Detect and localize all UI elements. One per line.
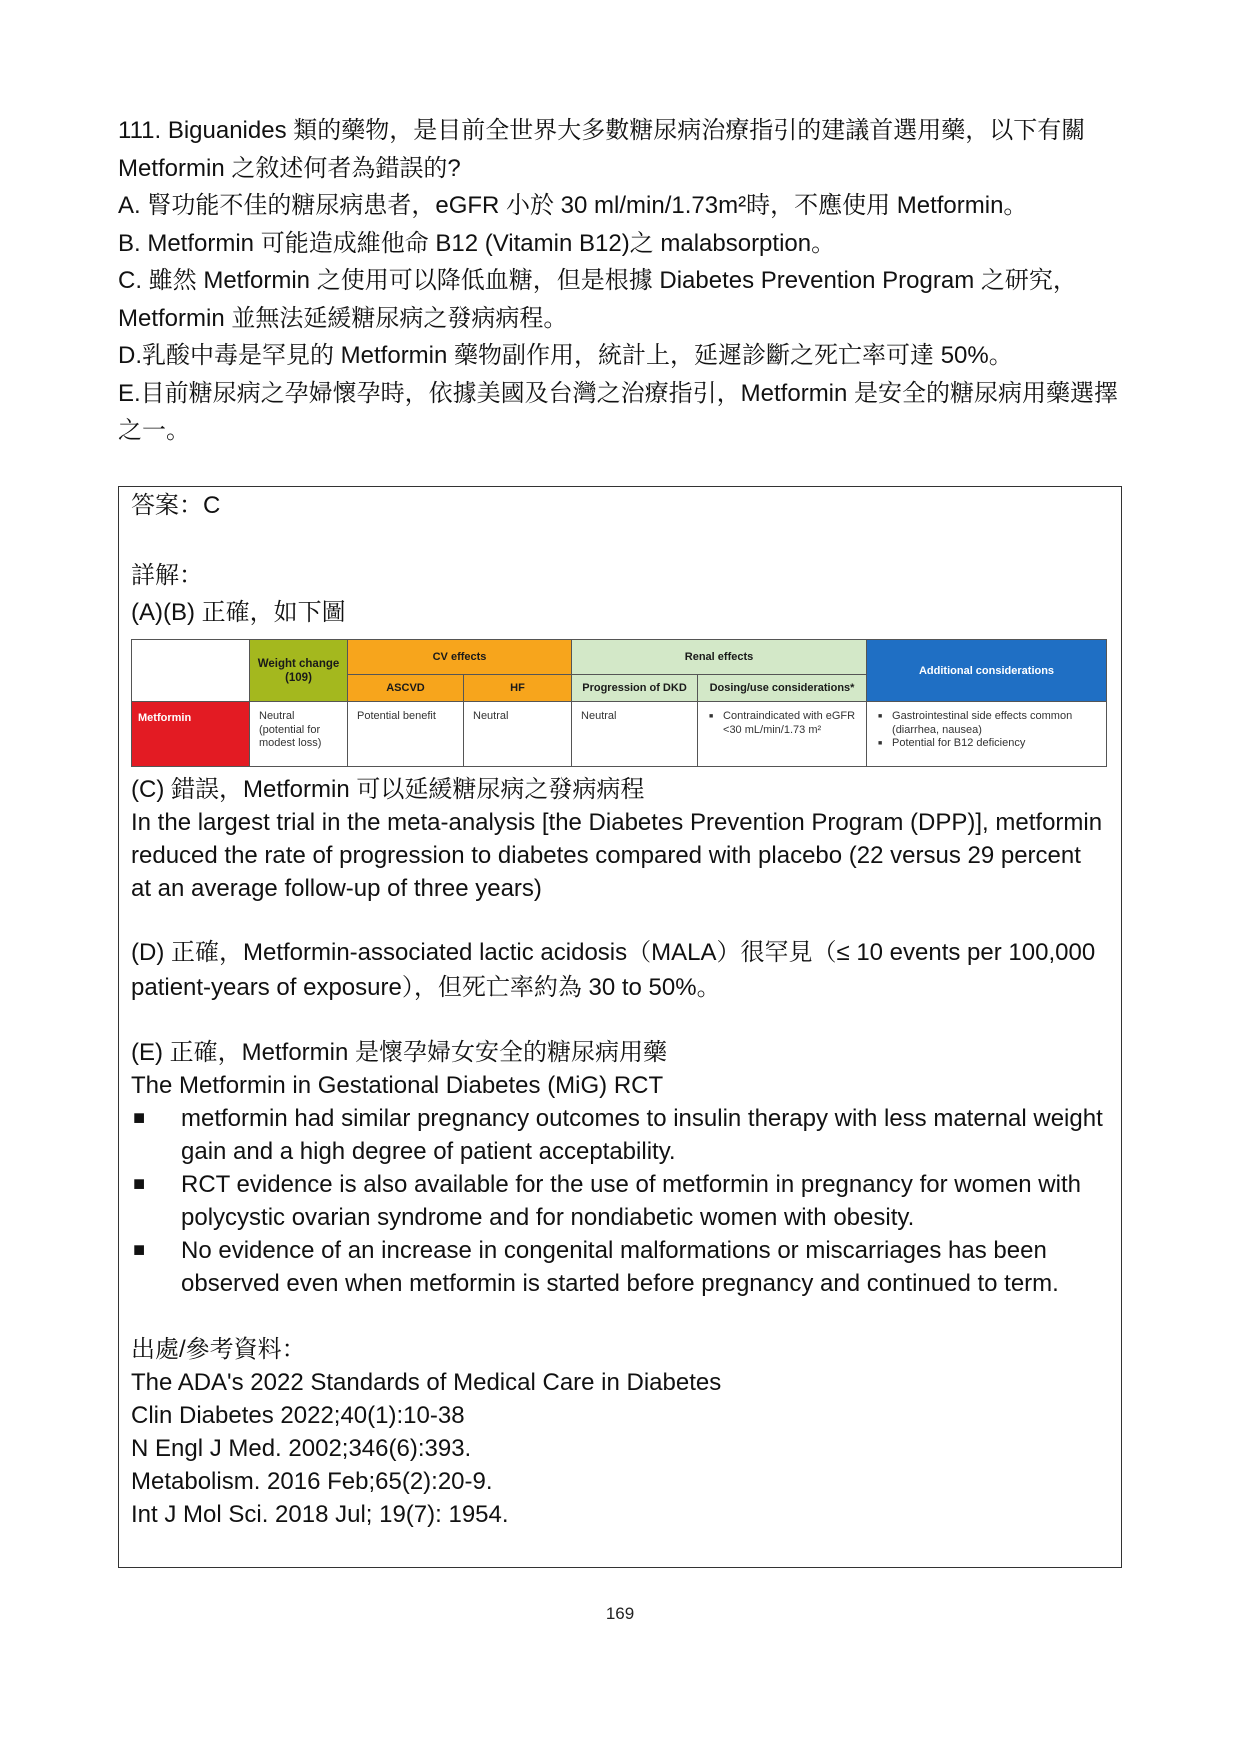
weight-cell: Neutral (potential for modest loss) — [250, 702, 348, 767]
additional-cell — [867, 702, 1107, 767]
answer-line: 答案：C — [131, 492, 221, 519]
option-b: B. Metformin 可能造成維他命 B12 (Vitamin B12)之 malabsorption。 — [118, 229, 836, 257]
dosing-header: Dosing/use considerations* — [698, 675, 867, 702]
option-c: C. 雖然 Metformin 之使用可以降低血糖，但是根據 Diabetes Prevention Program 之研究，Metformin 並無法延緩糖尿病之發病病程。 — [118, 267, 1077, 332]
page-number: 169 — [605, 1604, 635, 1623]
additional-item-2: ■ Potential for B12 deficiency — [892, 737, 1098, 751]
e-bullet-3: ■ No evidence of an increase in congenital malformations or miscarriages has been observed even when metformin is started before pregnancy and continued to term. — [131, 1234, 1106, 1300]
question-block — [118, 112, 1128, 450]
ascvd-cell: Potential benefit — [348, 702, 464, 767]
c-heading: (C) 錯誤，Metformin 可以延緩糖尿病之發病病程 — [131, 776, 645, 803]
reference-1: The ADA's 2022 Standards of Medical Care in Diabetes — [131, 1369, 722, 1396]
ab-heading: (A)(B) 正確，如下圖 — [131, 599, 346, 626]
reference-3: N Engl J Med. 2002;346(6):393. — [131, 1435, 472, 1462]
dkd-header: Progression of DKD — [572, 675, 698, 702]
e-subheading: The Metformin in Gestational Diabetes (MiG) RCT — [131, 1072, 664, 1099]
e-bullet-1: ■ metformin had similar pregnancy outcomes to insulin therapy with less maternal weight gain and a high degree of patient acceptability. — [131, 1102, 1106, 1168]
reference-2: Clin Diabetes 2022;40(1):10-38 — [131, 1402, 465, 1429]
question-stem: 111. Biguanides 類的藥物，是目前全世界大多數糖尿病治療指引的建議首選用藥，以下有關 Metformin 之敘述何者為錯誤的? — [118, 117, 1086, 182]
dkd-cell: Neutral — [572, 702, 698, 767]
hf-header: HF — [464, 675, 572, 702]
bullet-square-icon: ■ — [133, 1173, 146, 1195]
bullet-square-icon: ■ — [133, 1107, 146, 1129]
additional-header: Additional considerations — [867, 640, 1107, 702]
references-label: 出處/參考資料： — [131, 1336, 306, 1363]
renal-effects-header: Renal effects — [572, 640, 867, 675]
dosing-cell — [698, 702, 867, 767]
ascvd-header: ASCVD — [348, 675, 464, 702]
e-bullet-list — [131, 1102, 1106, 1300]
e-bullet-2: ■ RCT evidence is also available for the use of metformin in pregnancy for women with polycystic ovarian syndrome and for nondiabetic women with obesity. — [131, 1168, 1106, 1234]
cv-effects-header: CV effects — [348, 640, 572, 675]
table-corner — [132, 640, 250, 702]
hf-cell: Neutral — [464, 702, 572, 767]
reference-5: Int J Mol Sci. 2018 Jul; 19(7): 1954. — [131, 1501, 509, 1528]
e-heading: (E) 正確，Metformin 是懷孕婦女安全的糖尿病用藥 — [131, 1039, 668, 1066]
option-e: E.目前糖尿病之孕婦懷孕時，依據美國及台灣之治療指引，Metformin 是安全的糖尿病用藥選擇之一。 — [118, 379, 1119, 444]
answer-box — [118, 486, 1122, 1568]
explanation-label: 詳解： — [131, 562, 203, 589]
option-d: D.乳酸中毒是罕見的 Metformin 藥物副作用，統計上，延遲診斷之死亡率可達 50%。 — [118, 342, 1013, 369]
weight-header: Weight change (109) — [250, 640, 348, 702]
c-text: In the largest trial in the meta-analysis [the Diabetes Prevention Program (DPP)], metformin reduced the rate of progression to diabetes compared with placebo (22 versus 29 percent at an average follow-up of three years) — [131, 809, 1103, 902]
additional-item-1: ■ Gastrointestinal side effects common (diarrhea, nausea) — [892, 710, 1098, 737]
answer-content — [131, 487, 1106, 1531]
d-text: (D) 正確，Metformin-associated lactic acidosis（MALA）很罕見（≤ 10 events per 100,000 patient-years of exposure），但死亡率約為 30 to 50%。 — [131, 939, 1096, 1001]
row-label-metformin: Metformin — [132, 702, 250, 767]
dosing-item: ■ Contraindicated with eGFR <30 mL/min/1.73 m² — [723, 710, 858, 737]
reference-4: Metabolism. 2016 Feb;65(2):20-9. — [131, 1468, 493, 1495]
bullet-square-icon: ■ — [133, 1239, 146, 1261]
metformin-comparison-table — [131, 639, 1107, 767]
option-a: A. 腎功能不佳的糖尿病患者，eGFR 小於 30 ml/min/1.73m²時，不應使用 Metformin。 — [118, 192, 1028, 219]
